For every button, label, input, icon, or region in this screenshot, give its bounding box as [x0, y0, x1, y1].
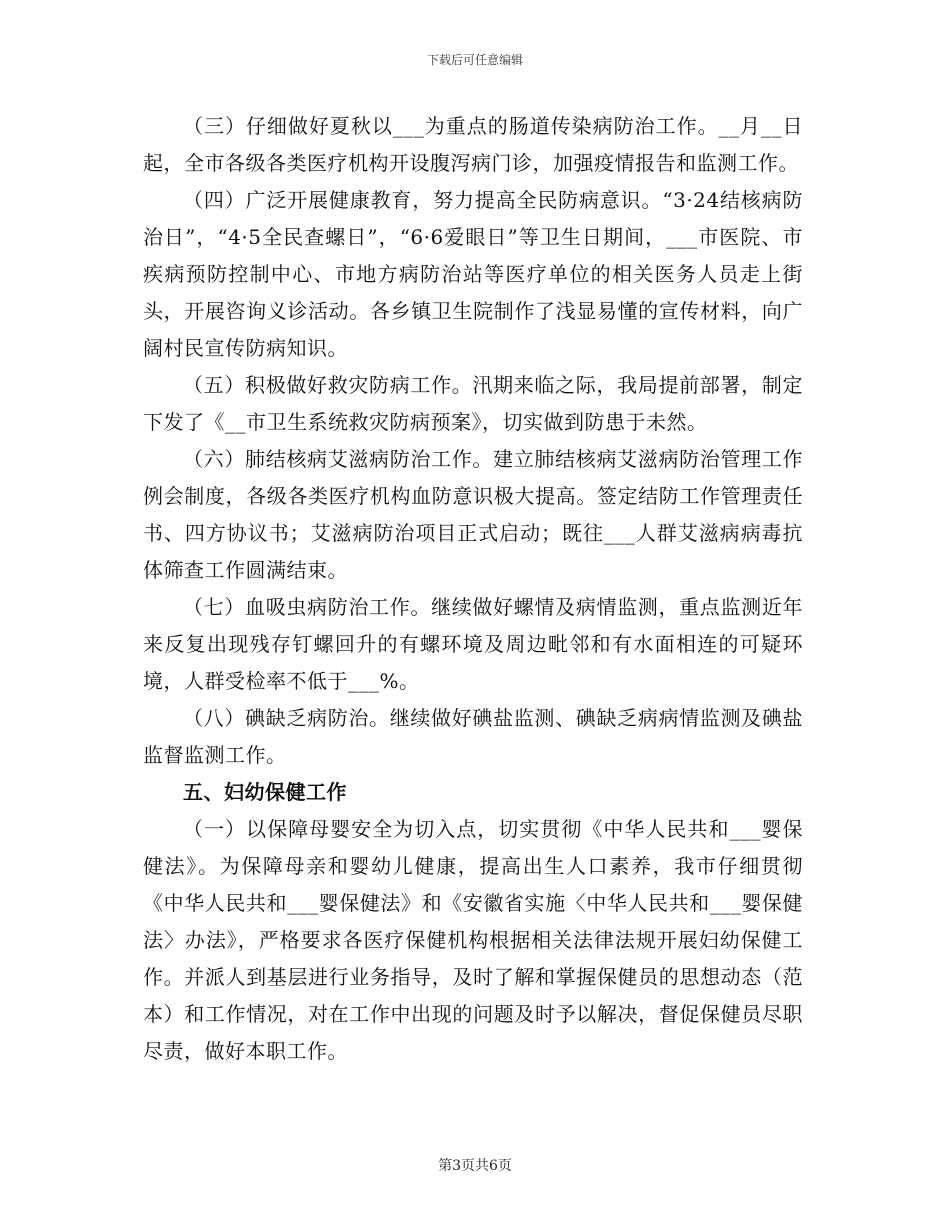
paragraph-intestinal-disease: （三）仔细做好夏秋以___为重点的肠道传染病防治工作。__月__日起，全市各级各类医疗机构开设腹泻病门诊，加强疫情报告和监测工作。	[143, 114, 803, 175]
paragraph-schistosomiasis: （七）血吸虫病防治工作。继续做好螺情及病情监测，重点监测近年来反复出现残存钉螺回升的有螺环境及周边毗邻和有水面相连的可疑环境，人群受检率不低于___%。	[143, 595, 803, 693]
paragraph-tb-aids: （六）肺结核病艾滋病防治工作。建立肺结核病艾滋病防治管理工作例会制度，各级各类医疗机构血防意识极大提高。签定结防工作管理责任书、四方协议书；艾滋病防治项目正式启动；既往___人群艾滋病病毒抗体筛查工作圆满结束。	[143, 447, 803, 582]
paragraph-iodine-deficiency: （八）碘缺乏病防治。继续做好碘盐监测、碘缺乏病病情监测及碘盐监督监测工作。	[143, 706, 803, 767]
paragraph-health-education: （四）广泛开展健康教育，努力提高全民防病意识。“3·24结核病防治日”，“4·5全民查螺日”，“6·6爱眼日”等卫生日期间，___市医院、市疾病预防控制中心、市地方病防治站等医疗单位的相关医务人员走上街头，开展咨询义诊活动。各乡镇卫生院制作了浅显易懂的宣传材料，向广阔村民宣传防病知识。	[143, 188, 803, 360]
section-heading-maternal-child: 五、妇幼保健工作	[183, 780, 347, 804]
page-number: 第3页共6页	[438, 1158, 512, 1174]
paragraph-disaster-prevention: （五）积极做好救灾防病工作。汛期来临之际，我局提前部署，制定下发了《__市卫生系统救灾防病预案》，切实做到防患于未然。	[143, 373, 803, 434]
document-body	[143, 108, 803, 1070]
paragraph-maternal-infant-safety: （一）以保障母婴安全为切入点，切实贯彻《中华人民共和___婴保健法》。为保障母亲和婴幼儿健康，提高出生人口素养，我市仔细贯彻《中华人民共和___婴保健法》和《安徽省实施〈中华人民共和___婴保健法〉办法》，严格要求各医疗保健机构根据相关法律法规开展妇幼保健工作。并派人到基层进行业务指导，及时了解和掌握保健员的思想动态（范本）和工作情况，对在工作中出现的问题及时予以解决，督促保健员尽职尽责，做好本职工作。	[143, 817, 803, 1063]
page-header: 下载后可任意编辑	[426, 53, 523, 67]
